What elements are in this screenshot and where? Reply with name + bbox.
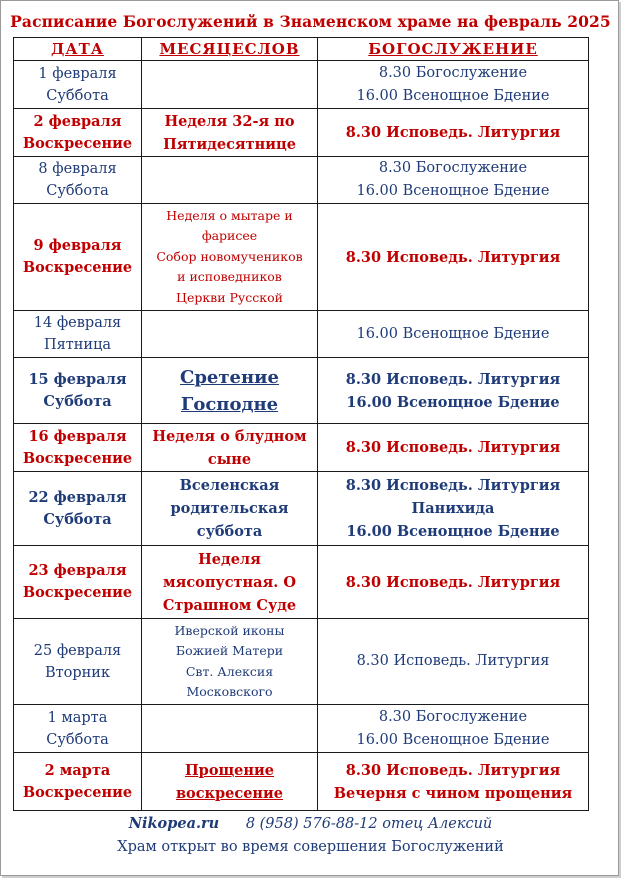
weekday-text: Воскресение [22,783,133,801]
date-cell [14,61,142,109]
service-cell [318,204,589,311]
calendar-text: суббота [196,523,263,540]
table-row [14,61,589,109]
date-text: 25 февраля [33,642,122,659]
date-text: 22 февраля [28,488,127,506]
calendar-cell [142,753,318,811]
service-text: 8.30 Исповедь. Литургия [345,370,561,388]
calendar-cell [142,424,318,472]
header-service: БОГОСЛУЖЕНИЕ [318,38,589,61]
service-cell [318,157,589,204]
table-row [14,472,589,546]
calendar-text: воскресение [175,784,284,802]
weekday-text: Суббота [43,392,112,410]
header-date: ДАТА [14,38,142,61]
page-title: Расписание Богослужений в Знаменском храме на февраль 2025 [10,12,611,31]
weekday-text: Воскресение [22,449,133,467]
service-cell [318,472,589,546]
service-text: 16.00 Всенощное Бдение [356,325,550,342]
date-text: 16 февраля [28,427,127,445]
calendar-text: Страшном Суде [162,596,297,614]
calendar-cell [142,546,318,619]
calendar-text: Свт. Алексия [185,663,274,679]
service-cell [318,705,589,753]
service-text: 8.30 Исповедь. Литургия [356,653,550,669]
service-cell [318,358,589,424]
service-text: 16.00 Всенощное Бдение [356,183,550,199]
calendar-text: Иверской иконы [174,622,285,638]
service-cell [318,61,589,109]
calendar-cell [142,157,318,204]
service-cell [318,424,589,472]
table-row [14,311,589,358]
service-text: 16.00 Всенощное Бдение [346,393,560,411]
date-text: 23 февраля [28,562,127,579]
calendar-text: родительская [170,500,289,517]
footer-contacts [0,815,621,832]
calendar-text: Неделя [198,550,261,568]
service-cell [318,109,589,157]
service-text: 8.30 Исповедь. Литургия [345,477,561,494]
weekday-text: Воскресение [22,259,133,276]
date-cell [14,546,142,619]
service-text: Вечерня с чином прощения [333,784,573,802]
service-text: 8.30 Исповедь. Литургия [345,248,561,266]
table-row [14,204,589,311]
date-text: 9 февраля [33,237,122,254]
calendar-text: мясопустная. О [163,573,296,591]
date-text: 2 марта [44,761,111,779]
service-cell [318,546,589,619]
calendar-text: Пятидесятнице [163,135,296,153]
date-cell [14,705,142,753]
date-cell [14,204,142,311]
calendar-text: Вселенская [179,477,280,494]
date-text: 15 февраля [28,370,127,388]
date-cell [14,619,142,705]
calendar-cell [142,472,318,546]
service-text: 16.00 Всенощное Бдение [346,523,560,540]
service-text: 8.30 Исповедь. Литургия [345,761,561,779]
header-calendar: МЕСЯЦЕСЛОВ [142,38,318,61]
date-text: 1 февраля [38,65,117,82]
weekday-text: Суббота [46,731,109,748]
calendar-text: Собор новомучеников [156,248,303,264]
date-cell [14,472,142,546]
calendar-text: сыне [207,450,252,468]
date-text: 8 февраля [38,161,117,177]
weekday-text: Вторник [44,664,111,681]
date-cell [14,753,142,811]
calendar-cell [142,109,318,157]
date-text: 14 февраля [33,315,122,331]
calendar-cell [142,61,318,109]
calendar-text: Неделя 32-я по [164,112,295,130]
service-text: 16.00 Всенощное Бдение [356,731,550,748]
date-cell [14,311,142,358]
service-text: 8.30 Богослужение [378,64,528,81]
weekday-text: Пятница [43,337,112,353]
weekday-text: Суббота [43,510,112,528]
service-text: 8.30 Богослужение [378,708,528,725]
schedule-table [13,37,589,811]
calendar-cell [142,204,318,311]
service-text: 8.30 Исповедь. Литургия [345,439,561,456]
calendar-text: и исповедников [177,269,282,285]
service-text: 8.30 Исповедь. Литургия [345,573,561,591]
site-link[interactable]: Nikopea.ru [128,815,220,832]
calendar-text: Московского [186,684,273,699]
calendar-cell [142,619,318,705]
table-row [14,619,589,705]
service-cell [318,311,589,358]
calendar-cell [142,311,318,358]
calendar-cell [142,358,318,424]
calendar-text: Неделя о блудном [152,427,307,445]
weekday-text: Воскресение [22,134,133,152]
weekday-text: Суббота [46,87,109,104]
calendar-text: Церкви Русской [176,289,283,305]
date-text: 1 марта [47,709,108,726]
date-cell [14,157,142,204]
weekday-text: Воскресение [22,584,133,601]
table-row [14,358,589,424]
table-row [14,109,589,157]
date-cell [14,358,142,424]
header-row [14,38,589,61]
table-row [14,546,589,619]
calendar-text: Прощение [184,761,274,779]
table-row [14,753,589,811]
calendar-text: Сретение [180,366,279,388]
table-row [14,157,589,204]
date-cell [14,109,142,157]
service-cell [318,753,589,811]
footer-note: Храм открыт во время совершения Богослужений [117,839,504,855]
service-text: 8.30 Богослужение [378,160,528,176]
weekday-text: Суббота [46,183,109,199]
service-text: Панихида [411,500,495,517]
calendar-cell [142,705,318,753]
calendar-text: Божией Матери [175,643,284,658]
date-text: 2 февраля [33,112,122,130]
phone-text: 8 (958) 576-88-12 отец Алексий [245,816,493,832]
calendar-text: Господне [180,393,279,415]
date-cell [14,424,142,472]
service-cell [318,619,589,705]
table-row [14,705,589,753]
service-text: 8.30 Исповедь. Литургия [345,124,561,141]
calendar-text: фарисее [201,228,258,244]
calendar-text: Неделя о мытаре и [166,207,293,223]
service-text: 16.00 Всенощное Бдение [356,87,550,104]
table-row [14,424,589,472]
